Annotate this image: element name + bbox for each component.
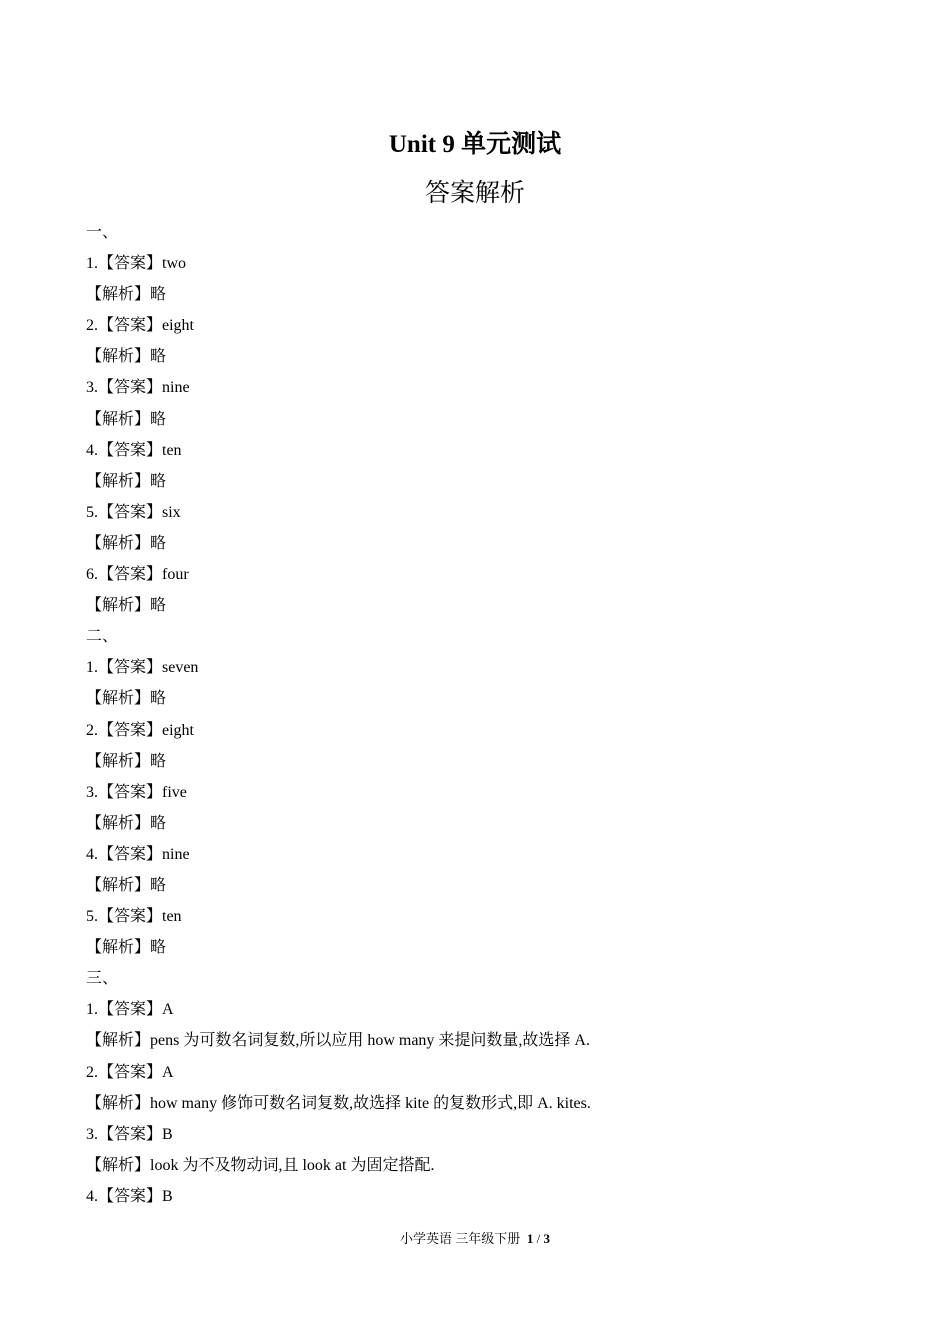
answer-line: 1.【答案】two	[86, 255, 187, 273]
answer-line: 5.【答案】six	[86, 503, 181, 521]
explanation-line: 【解析】pens 为可数名词复数,所以应用 how many 来提问数量,故选择 A.	[86, 1032, 590, 1050]
section-heading: 三、	[86, 970, 119, 988]
answer-line: 1.【答案】A	[86, 1001, 174, 1019]
footer-subject: 小学英语 三年级下册	[400, 1231, 521, 1246]
page-total: 3	[543, 1231, 550, 1246]
explanation-line: 【解析】略	[86, 597, 167, 615]
explanation-line: 【解析】略	[86, 814, 167, 832]
answer-line: 3.【答案】five	[86, 783, 187, 801]
page-current: 1	[526, 1231, 534, 1246]
section-heading: 二、	[86, 628, 119, 646]
answer-line: 2.【答案】eight	[86, 721, 194, 739]
answer-line: 3.【答案】B	[86, 1125, 173, 1143]
explanation-line: 【解析】略	[86, 534, 167, 552]
answer-line: 4.【答案】ten	[86, 441, 182, 459]
answer-line: 1.【答案】seven	[86, 659, 199, 677]
explanation-line: 【解析】略	[86, 348, 167, 366]
answer-line: 2.【答案】eight	[86, 317, 194, 335]
explanation-line: 【解析】略	[86, 939, 167, 957]
document-title: Unit 9 单元测试	[388, 131, 562, 158]
explanation-line: 【解析】how many 修饰可数名词复数,故选择 kite 的复数形式,即 A. kites.	[86, 1094, 591, 1112]
section-heading: 一、	[86, 224, 119, 241]
explanation-line: 【解析】略	[86, 690, 167, 708]
page-separator: /	[536, 1231, 541, 1246]
document-subtitle: 答案解析	[424, 180, 525, 207]
explanation-line: 【解析】略	[86, 752, 167, 770]
answer-line: 5.【答案】ten	[86, 908, 182, 926]
explanation-line: 【解析】略	[86, 410, 167, 428]
answer-list	[86, 217, 886, 1212]
answer-line: 6.【答案】four	[86, 566, 189, 584]
explanation-line: 【解析】略	[86, 876, 167, 894]
explanation-line: 【解析】略	[86, 472, 167, 490]
answer-line: 4.【答案】B	[86, 1187, 173, 1205]
page-footer	[0, 1228, 950, 1247]
explanation-line: 【解析】略	[86, 286, 167, 304]
answer-line: 2.【答案】A	[86, 1063, 174, 1081]
answer-line: 3.【答案】nine	[86, 379, 190, 397]
answer-line: 4.【答案】nine	[86, 845, 190, 863]
explanation-line: 【解析】look 为不及物动词,且 look at 为固定搭配.	[86, 1156, 435, 1174]
